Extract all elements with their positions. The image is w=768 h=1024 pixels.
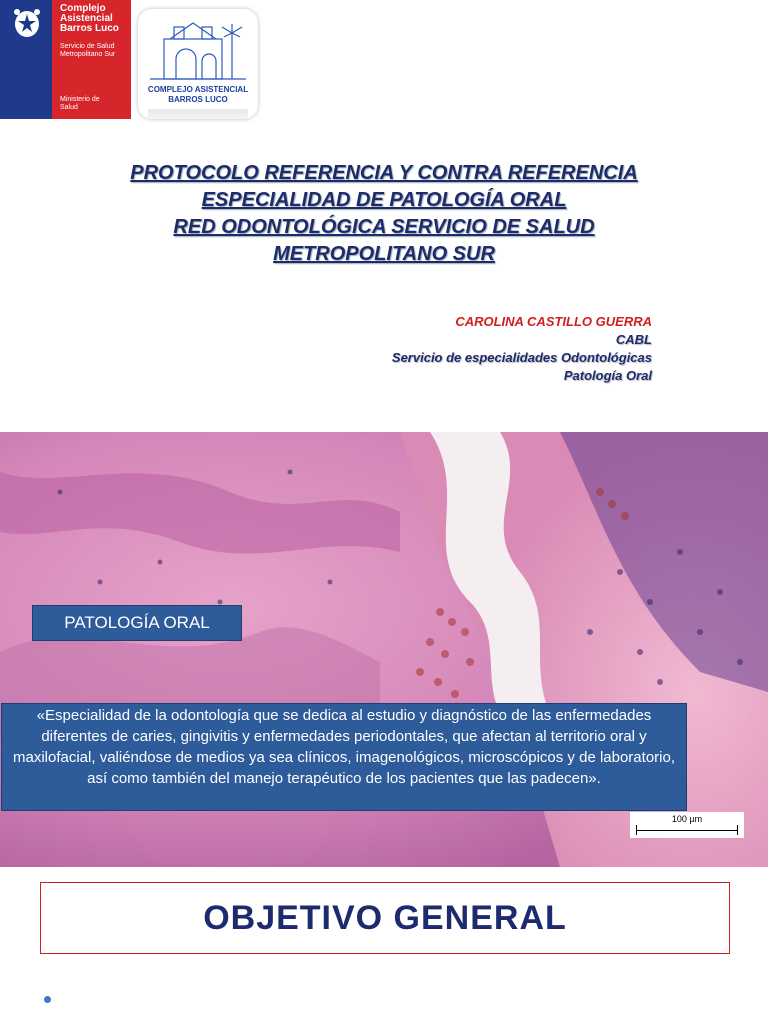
logo-org-name: Complejo Asistencial Barros Luco <box>60 3 119 34</box>
author-department: Servicio de especialidades Odontológicas <box>391 350 652 365</box>
author-unit: Patología Oral <box>563 368 652 383</box>
objective-box <box>40 882 730 954</box>
government-logo <box>0 0 131 119</box>
document-title <box>60 160 708 268</box>
author-block <box>252 313 652 385</box>
chile-crest-icon <box>9 4 45 42</box>
logo-service-name: Servicio de Salud Metropolitano Sur <box>60 43 116 58</box>
scale-bar-line <box>636 830 738 831</box>
logo-reflection <box>148 109 248 119</box>
section-label: PATOLOGÍA ORAL <box>32 605 242 641</box>
title-line-3: RED ODONTOLÓGICA SERVICIO DE SALUD <box>173 216 595 238</box>
scale-bar-tick-right <box>737 825 738 835</box>
author-name: CAROLINA CASTILLO GUERRA <box>455 314 652 329</box>
title-line-1: PROTOCOLO REFERENCIA Y CONTRA REFERENCIA <box>130 162 638 184</box>
definition-text: «Especialidad de la odontología que se dedica al estudio y diagnóstico de las enfermedades diferentes de caries, gingivitis y enfermedades periodontales, que afectan al territorio oral y maxilofacial, valiéndose de medios ya sea clínicos, imagenológicos, microscópicos y de laboratorio, así como también del manejo terapéutico de los pacientes que las padecen». <box>1 703 687 811</box>
hospital-building-icon <box>146 13 250 85</box>
title-line-2: ESPECIALIDAD DE PATOLOGÍA ORAL <box>201 189 567 211</box>
author-institution: CABL <box>615 332 652 347</box>
scale-bar-label: 100 µm <box>671 814 703 824</box>
objective-heading: OBJETIVO GENERAL <box>203 899 567 937</box>
bullet-point-icon <box>44 996 51 1003</box>
logo-ministry-name: Ministerio de Salud <box>60 96 100 111</box>
hospital-logo <box>138 9 258 119</box>
scale-bar <box>630 812 744 838</box>
hospital-name: COMPLEJO ASISTENCIAL BARROS LUCO <box>147 85 249 104</box>
title-line-4: METROPOLITANO SUR <box>273 243 495 265</box>
scale-bar-tick-left <box>636 825 637 835</box>
